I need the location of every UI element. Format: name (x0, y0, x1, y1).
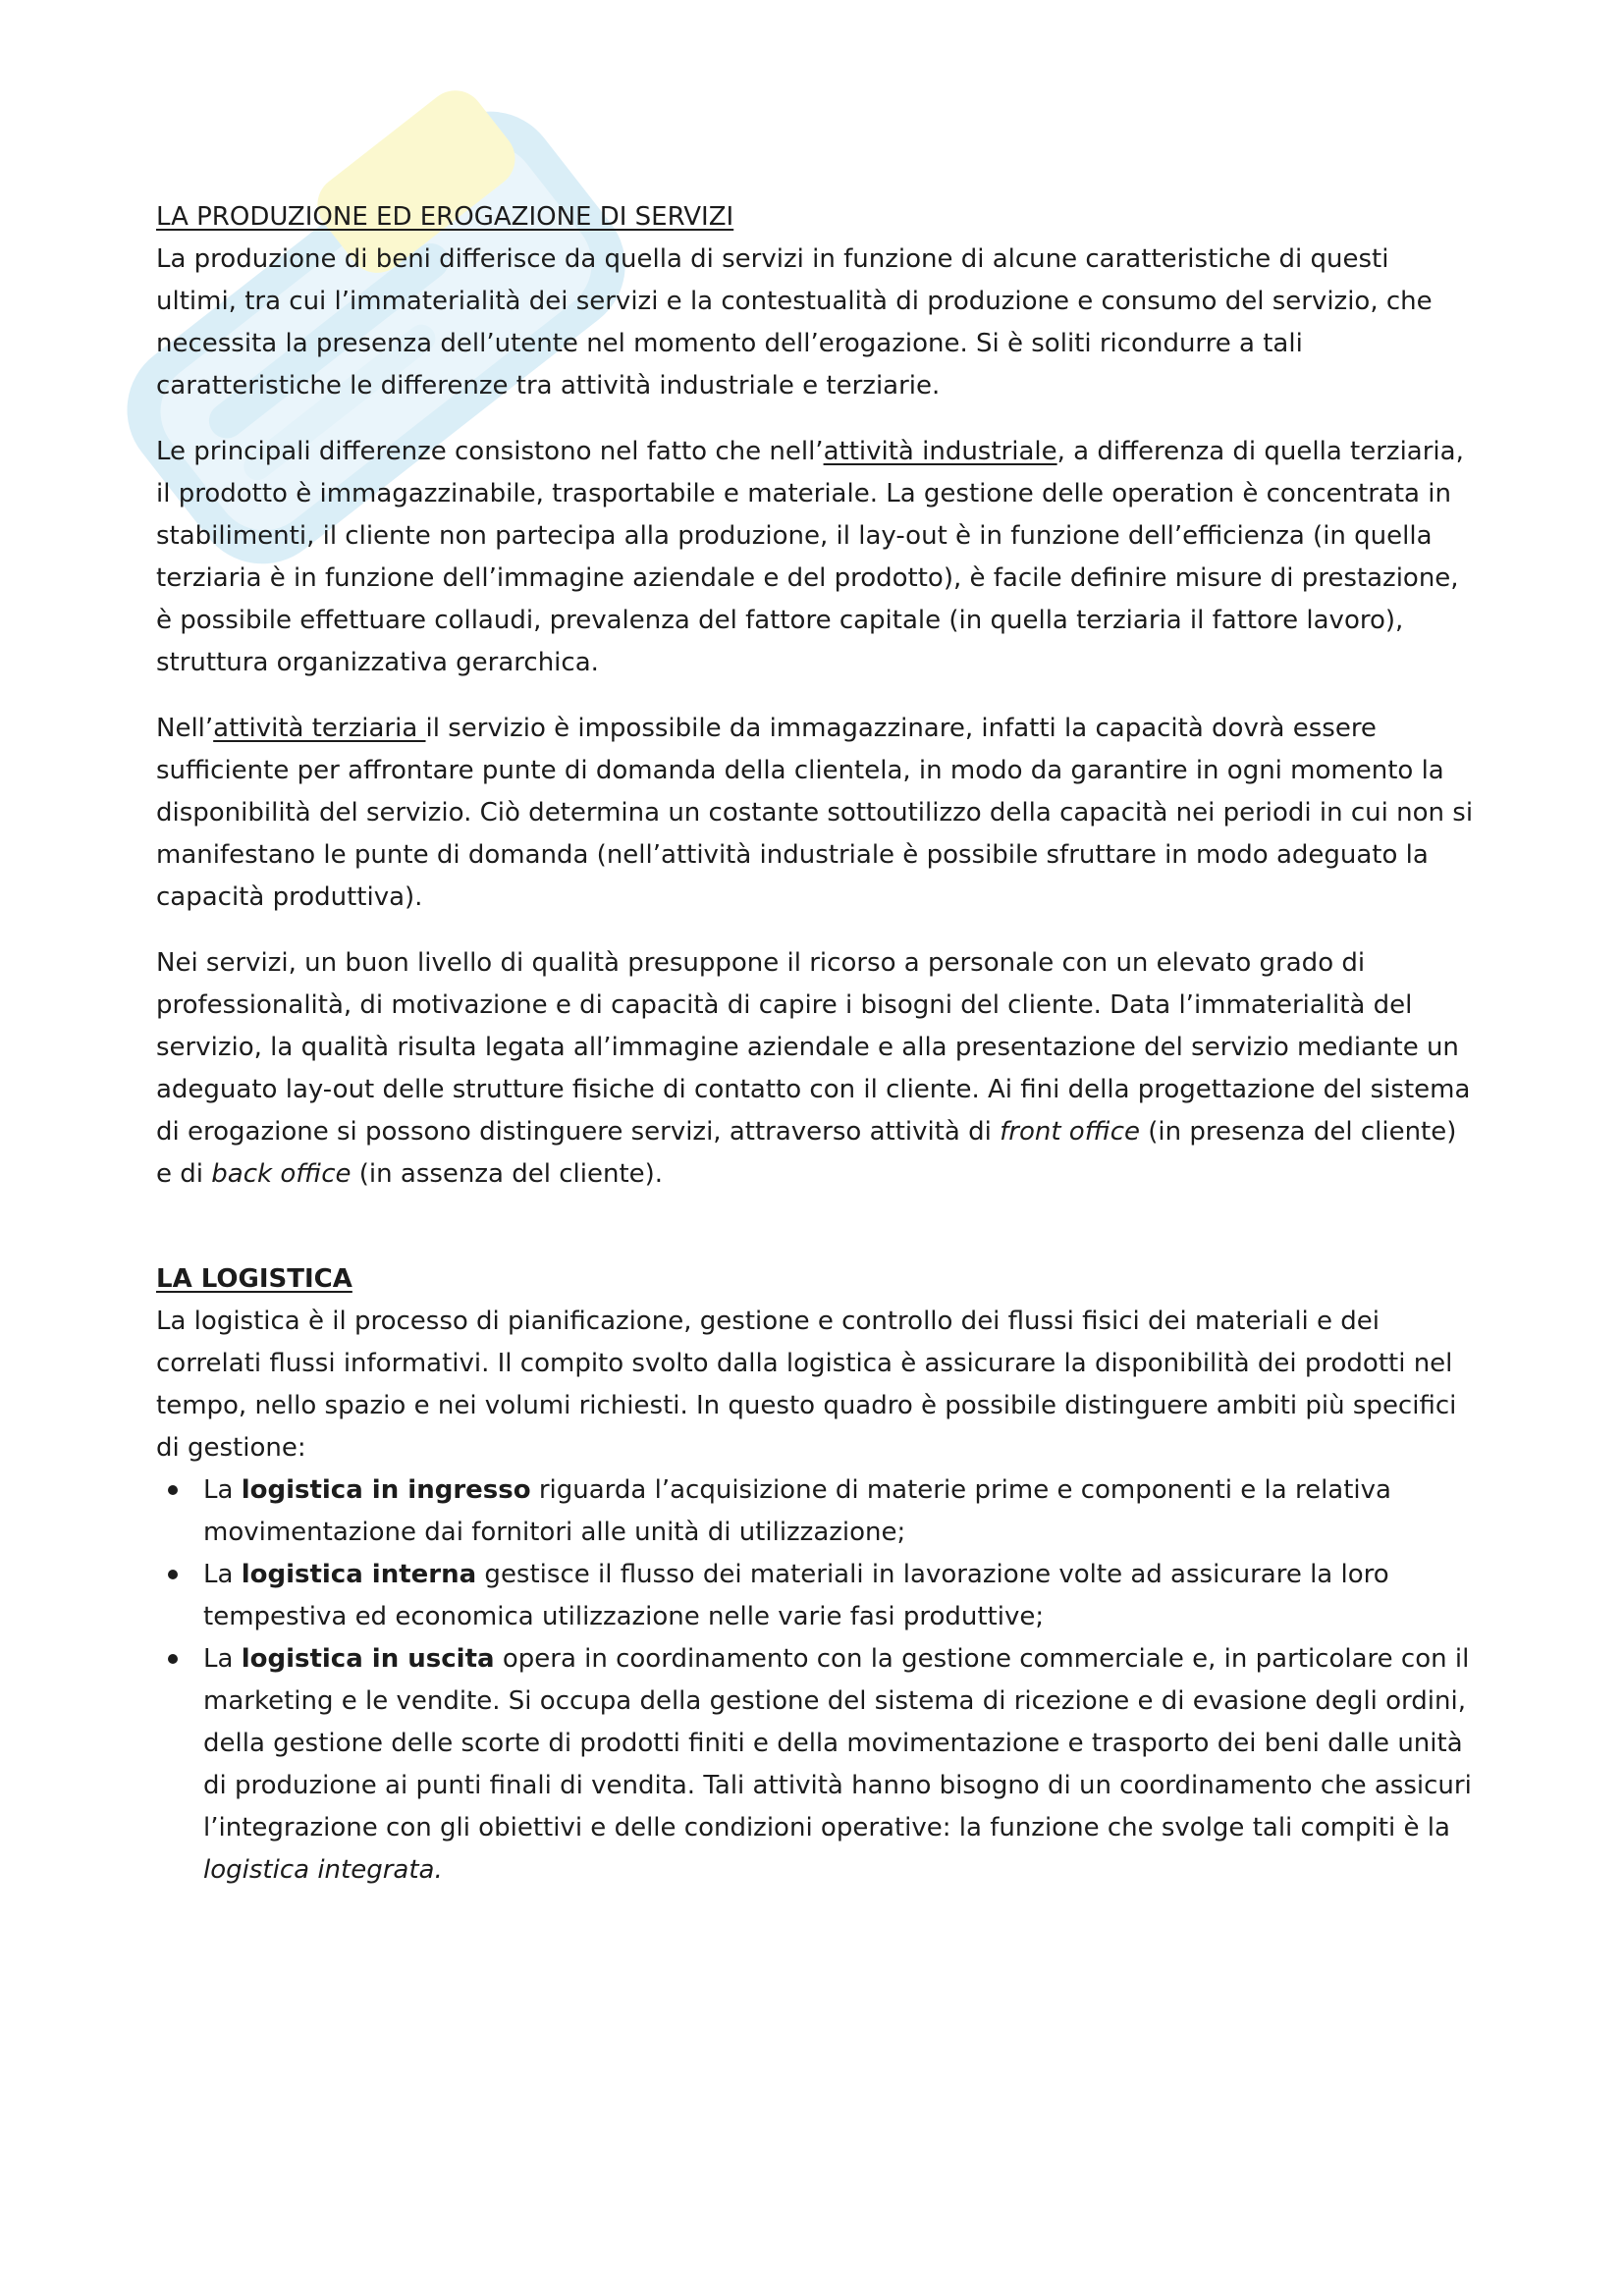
paragraph-text: (in assenza del cliente). (351, 1159, 664, 1189)
paragraph-text: La (203, 1475, 242, 1505)
paragraph-text: il servizio è impossibile da immagazzinare, infatti la capacità dovrà essere sufficiente per affrontare punte di domanda della clientela, in modo da garantire in ogni momento la disponibilità del servizio. Ciò determina un costante sottoutilizzo della capacità nei periodi in cui non si manifestano le punte di domanda (nell’attività industriale è possibile sfruttare in modo adeguato la capacità produttiva). (156, 714, 1474, 912)
paragraph-text: opera in coordinamento con la gestione commerciale e, in particolare con il marketing e le vendite. Si occupa della gestione del sistema di ricezione e di evasione degli ordini, della gestione delle scorte di prodotti finiti e della movimentazione e trasporto dei beni dalle unità di produzione ai punti finali di vendita. Tali attività hanno bisogno di un coordinamento che assicuri l’integrazione con gli obiettivi e delle condizioni operative: la funzione che svolge tali compiti è la (203, 1644, 1472, 1842)
paragraph-text: gestisce il flusso dei materiali in lavorazione volte ad assicurare la loro tempestiva ed economica utilizzazione nelle varie fasi produttive; (203, 1560, 1389, 1631)
italic-term: front office (1000, 1117, 1140, 1147)
bold-term: logistica in ingresso (241, 1475, 531, 1505)
paragraph (156, 708, 1477, 919)
bullet-icon (168, 1654, 178, 1664)
paragraph (156, 239, 1477, 407)
paragraph-text: Le principali differenze consistono nel fatto che nell’ (156, 437, 824, 466)
paragraph-text: La (203, 1560, 242, 1589)
document-body (156, 196, 1477, 1892)
list-item (156, 1469, 1477, 1554)
paragraph-text: Nell’ (156, 714, 214, 743)
bold-term: logistica interna (241, 1560, 477, 1589)
underlined-term: attività terziaria (213, 714, 426, 743)
paragraph-text: La produzione di beni differisce da quella di servizi in funzione di alcune caratteristiche di questi ultimi, tra cui l’immaterialità dei servizi e la contestualità di produzione e consumo del servizio, che necessita la presenza dell’utente nel momento dell’erogazione. Si è soliti ricondurre a tali caratteristiche le differenze tra attività industriale e terziarie. (156, 244, 1433, 400)
list-item (156, 1554, 1477, 1638)
bullet-icon (168, 1485, 178, 1495)
section-heading: LA LOGISTICA (156, 1264, 352, 1294)
bullet-list (156, 1469, 1477, 1892)
paragraph-text: riguarda l’acquisizione di materie prime e componenti e la relativa movimentazione dai fornitori alle unità di utilizzazione; (203, 1475, 1391, 1547)
underlined-term: attività industriale (823, 437, 1057, 466)
section-logistics (156, 1258, 1477, 1892)
paragraph-text: . (434, 1855, 443, 1885)
list-item (156, 1638, 1477, 1892)
paragraph-text: Nei servizi, un buon livello di qualità presuppone il ricorso a personale con un elevato grado di professionalità, di motivazione e di capacità di capire i bisogni del cliente. Data l’immaterialità del servizio, la qualità risulta legata all’immagine aziendale e alla presentazione del servizio mediante un adeguato lay-out delle strutture fisiche di contatto con il cliente. Ai fini della progettazione del sistema di erogazione si possono distinguere servizi, attraverso attività di (156, 948, 1471, 1147)
bullet-icon (168, 1570, 178, 1579)
bold-term: logistica in uscita (241, 1644, 495, 1674)
paragraph-text: La (203, 1644, 242, 1674)
paragraph (156, 431, 1477, 684)
italic-term: logistica integrata (203, 1855, 435, 1885)
paragraph-text: , a differenza di quella terziaria, il prodotto è immagazzinabile, trasportabile e materiale. La gestione delle operation è concentrata in stabilimenti, il cliente non partecipa alla produzione, il lay-out è in funzione dell’efficienza (in quella terziaria è in funzione dell’immagine aziendale e del prodotto), è facile definire misure di prestazione, è possibile effettuare collaudi, prevalenza del fattore capitale (in quella terziaria il fattore lavoro), struttura organizzativa gerarchica. (156, 437, 1464, 677)
section-heading: LA PRODUZIONE ED EROGAZIONE DI SERVIZI (156, 202, 734, 232)
section-production-services (156, 196, 1477, 1196)
paragraph-text: La logistica è il processo di pianificazione, gestione e controllo dei flussi fisici dei materiali e dei correlati flussi informativi. Il compito svolto dalla logistica è assicurare la disponibilità dei prodotti nel tempo, nello spazio e nei volumi richiesti. In questo quadro è possibile distinguere ambiti più specifici di gestione: (156, 1307, 1457, 1463)
paragraph-text: (in presenza del cliente) e di (156, 1117, 1457, 1189)
paragraph (156, 1301, 1477, 1469)
paragraph (156, 942, 1477, 1196)
italic-term: back office (211, 1159, 352, 1189)
